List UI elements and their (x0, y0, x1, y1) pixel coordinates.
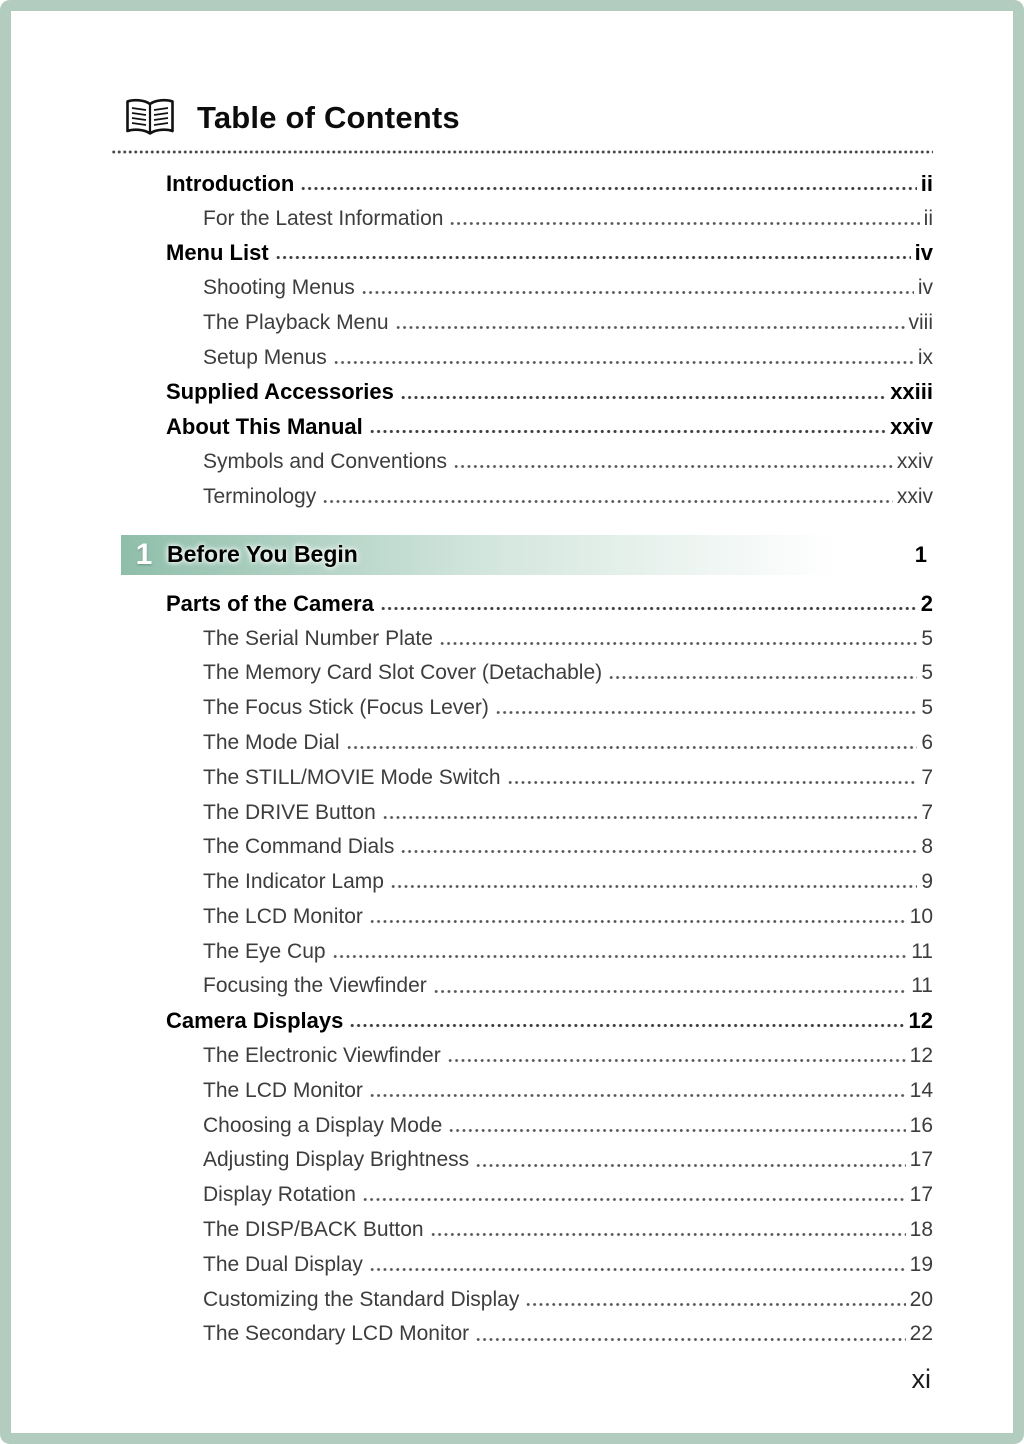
toc-entry[interactable] (111, 476, 933, 511)
toc-entry-label: The Focus Stick (Focus Lever) (203, 696, 489, 720)
toc-entry-label: The Dual Display (203, 1252, 363, 1276)
toc-entry[interactable] (111, 687, 933, 722)
toc-entry-page: ix (917, 345, 933, 369)
dotted-leader (447, 1058, 906, 1063)
dotted-leader (439, 641, 917, 646)
toc-entry-page: 12 (908, 1008, 933, 1034)
toc-entry-page: 2 (920, 590, 933, 616)
toc-header (123, 97, 933, 139)
toc-entry[interactable] (111, 722, 933, 757)
toc-entry[interactable] (111, 1175, 933, 1210)
toc-entry-label: Adjusting Display Brightness (203, 1148, 470, 1172)
dotted-leader (433, 989, 907, 994)
dotted-leader (507, 780, 918, 785)
toc-entry-label: Symbols and Conventions (203, 450, 447, 474)
toc-entry-label: The Indicator Lamp (203, 870, 384, 894)
toc-entry-page: ii (920, 170, 933, 196)
toc-entry[interactable] (111, 861, 933, 896)
toc-entry-page: 20 (909, 1287, 933, 1311)
toc-entry[interactable] (111, 757, 933, 792)
page-title: Table of Contents (197, 100, 460, 135)
toc-entry-page: xxiv (896, 484, 933, 508)
toc-entry[interactable] (111, 827, 933, 862)
dotted-leader (333, 360, 914, 365)
dotted-leader (369, 429, 886, 434)
toc-entry[interactable] (111, 441, 933, 476)
toc-front-matter-list (111, 163, 933, 511)
toc-entry-page: 12 (909, 1044, 933, 1068)
toc-entry[interactable] (111, 1244, 933, 1279)
toc-entry-page: 18 (909, 1218, 933, 1242)
toc-entry[interactable] (111, 372, 933, 407)
toc-entry[interactable] (111, 583, 933, 618)
toc-entry-page: 7 (921, 800, 933, 824)
dotted-leader (361, 290, 914, 295)
toc-entry-label: Parts of the Camera (166, 590, 374, 616)
toc-entry-label: Shooting Menus (203, 276, 355, 300)
toc-entry[interactable] (111, 618, 933, 653)
toc-entry-page: 14 (909, 1078, 933, 1102)
dotted-leader (449, 221, 919, 226)
dotted-leader (430, 1232, 906, 1237)
toc-entry-label: The Memory Card Slot Cover (Detachable) (203, 661, 603, 685)
toc-entry[interactable] (111, 1209, 933, 1244)
toc-entry[interactable] (111, 337, 933, 372)
toc-entry[interactable] (111, 198, 933, 233)
toc-entry[interactable] (111, 1314, 933, 1349)
dotted-leader (332, 954, 908, 959)
toc-entry-label: Camera Displays (166, 1008, 344, 1034)
toc-entry[interactable] (111, 931, 933, 966)
chapter-title: Before You Begin (167, 541, 358, 568)
chapter-page-number: 1 (914, 541, 927, 567)
dotted-leader (475, 1337, 906, 1342)
toc-entry-label: Setup Menus (203, 345, 327, 369)
toc-entry[interactable] (111, 267, 933, 302)
toc-entry-page: 17 (909, 1148, 933, 1172)
toc-entry-label: Choosing a Display Mode (203, 1113, 443, 1137)
dotted-leader (382, 815, 918, 820)
toc-entry-page: xxiv (890, 414, 933, 440)
chapter-number: 1 (135, 537, 153, 571)
toc-entry-label: Introduction (166, 170, 295, 196)
toc-entry-page: 5 (921, 696, 933, 720)
toc-entry-page: xxiii (890, 379, 933, 405)
toc-entry-label: Display Rotation (203, 1183, 356, 1207)
dotted-leader (495, 710, 917, 715)
dotted-leader (475, 1163, 906, 1168)
toc-entry[interactable] (111, 302, 933, 337)
toc-entry-page: 19 (909, 1252, 933, 1276)
toc-entry-label: About This Manual (166, 414, 363, 440)
toc-entry-label: Supplied Accessories (166, 379, 394, 405)
toc-entry-page: 6 (921, 730, 933, 754)
toc-entry-label: The DRIVE Button (203, 800, 376, 824)
dotted-leader (346, 745, 918, 750)
dotted-leader (390, 884, 917, 889)
toc-entry-page: 5 (921, 661, 933, 685)
toc-entry-label: The STILL/MOVIE Mode Switch (203, 765, 501, 789)
dotted-leader (300, 186, 916, 191)
toc-entry-page: 10 (909, 904, 933, 928)
toc-entry-page: xxiv (896, 450, 933, 474)
toc-entry[interactable] (111, 896, 933, 931)
dotted-leader (608, 675, 917, 680)
toc-entry[interactable] (111, 966, 933, 1001)
toc-entry-label: The LCD Monitor (203, 1078, 363, 1102)
toc-entry[interactable] (111, 163, 933, 198)
dotted-leader (369, 1267, 906, 1272)
dotted-leader (380, 606, 917, 611)
toc-entry[interactable] (111, 1105, 933, 1140)
dotted-leader (349, 1023, 904, 1028)
dotted-leader (400, 395, 886, 400)
folio-page-number: xi (911, 1364, 931, 1394)
toc-entry-label: The DISP/BACK Button (203, 1218, 424, 1242)
toc-entry-label: The Serial Number Plate (203, 626, 433, 650)
dotted-leader (369, 919, 906, 924)
dotted-leader (275, 255, 911, 260)
toc-entry-label: The LCD Monitor (203, 904, 363, 928)
toc-entry[interactable] (111, 1001, 933, 1036)
toc-entry-label: Customizing the Standard Display (203, 1287, 520, 1311)
dotted-leader (322, 499, 893, 504)
toc-entry-page: 7 (921, 765, 933, 789)
toc-entry-label: The Eye Cup (203, 939, 326, 963)
toc-entry[interactable] (111, 407, 933, 442)
toc-entry[interactable] (111, 792, 933, 827)
toc-entry-label: Menu List (166, 240, 269, 266)
dotted-leader (448, 1128, 905, 1133)
toc-entry-page: 11 (911, 939, 933, 963)
dotted-leader (525, 1302, 905, 1307)
dotted-leader (453, 464, 893, 469)
toc-entry[interactable] (111, 653, 933, 688)
toc-entry-page: 17 (909, 1183, 933, 1207)
open-book-icon (123, 97, 177, 139)
toc-entry-label: Focusing the Viewfinder (203, 974, 427, 998)
toc-entry-label: The Command Dials (203, 835, 395, 859)
dotted-leader (400, 849, 917, 854)
title-dotted-rule (111, 149, 933, 155)
dotted-leader (362, 1197, 906, 1202)
toc-entry[interactable] (111, 1035, 933, 1070)
toc-entry[interactable] (111, 233, 933, 268)
toc-entry-label: Terminology (203, 484, 317, 508)
toc-entry-page: viii (908, 310, 933, 334)
toc-entry-label: The Secondary LCD Monitor (203, 1322, 470, 1346)
toc-entry[interactable] (111, 1279, 933, 1314)
toc-entry-label: The Mode Dial (203, 730, 340, 754)
toc-entry-page: iv (914, 240, 933, 266)
toc-entry[interactable] (111, 1140, 933, 1175)
toc-entry-page: 5 (921, 626, 933, 650)
toc-entry-label: For the Latest Information (203, 206, 444, 230)
toc-entry-page: 9 (921, 870, 933, 894)
toc-entry-page: 11 (911, 974, 933, 998)
toc-entry[interactable] (111, 1070, 933, 1105)
toc-chapter-list (111, 583, 933, 1349)
toc-entry-label: The Playback Menu (203, 310, 389, 334)
toc-entry-page: iv (917, 276, 933, 300)
toc-entry-page: 8 (921, 835, 933, 859)
toc-entry-page: ii (923, 206, 933, 230)
chapter-heading-entry[interactable] (121, 535, 933, 575)
dotted-leader (369, 1093, 906, 1098)
dotted-leader (395, 325, 905, 330)
toc-entry-page: 16 (909, 1113, 933, 1137)
toc-entry-page: 22 (909, 1322, 933, 1346)
toc-entry-label: The Electronic Viewfinder (203, 1044, 441, 1068)
